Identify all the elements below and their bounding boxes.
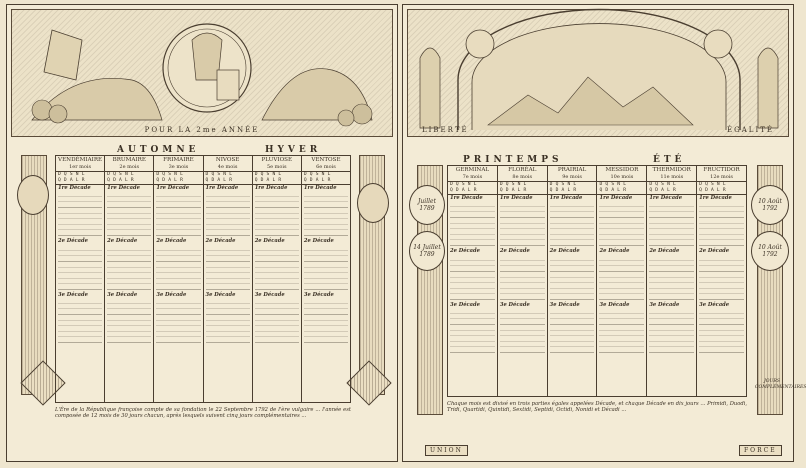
- portrait-medallion-right: [357, 183, 389, 223]
- month-header: NIVOSE 4e mois: [204, 156, 252, 172]
- month-header: VENTOSE 6e mois: [302, 156, 350, 172]
- right-page: [402, 4, 806, 462]
- season-spring: PRINTEMPS: [463, 155, 563, 165]
- decades: 1re Décade 2e Décade 3e Décade: [697, 195, 746, 396]
- weekday-columns: D Q S N L Q D A L R: [105, 172, 153, 185]
- decades: 1re Décade 2e Décade 3e Décade: [56, 185, 104, 402]
- month-header: FRIMAIRE 3e mois: [154, 156, 202, 172]
- month-header: FRUCTIDOR 12e mois: [697, 166, 746, 182]
- weekday-columns: D Q S N L Q D A L R: [448, 182, 497, 195]
- month-column: [647, 166, 697, 396]
- month-column: [302, 156, 350, 402]
- weekday-columns: D Q S N L Q D A L R: [154, 172, 202, 185]
- decades: 1re Décade 2e Décade 3e Décade: [647, 195, 696, 396]
- month-column: [56, 156, 105, 402]
- month-column: [498, 166, 548, 396]
- date-oval-august-1: 10 Août 1792: [751, 185, 789, 225]
- month-column: [105, 156, 154, 402]
- month-header: GERMINAL 7e mois: [448, 166, 497, 182]
- month-header: MESSIDOR 10e mois: [597, 166, 646, 182]
- decades: 1re Décade 2e Décade 3e Décade: [204, 185, 252, 402]
- decades: 1re Décade 2e Décade 3e Décade: [253, 185, 301, 402]
- date-oval-august-2: 10 Août 1792: [751, 231, 789, 271]
- plate-force: FORCE: [739, 445, 782, 456]
- decades: 1re Décade 2e Décade 3e Décade: [548, 195, 597, 396]
- month-column: [154, 156, 203, 402]
- left-page: [6, 4, 398, 462]
- weekday-columns: D Q S N L Q D A L R: [647, 182, 696, 195]
- complementary-days: JOURS COMPLÉMENTAIRES: [755, 379, 806, 390]
- weekday-columns: D Q S N L Q D A L R: [56, 172, 104, 185]
- calendar-grid-right: [447, 165, 747, 397]
- weekday-columns: D Q S N L Q D A L R: [697, 182, 746, 195]
- season-winter: HYVER: [265, 145, 322, 155]
- decades: 1re Décade 2e Décade 3e Décade: [105, 185, 153, 402]
- month-header: BRUMAIRE 2e mois: [105, 156, 153, 172]
- month-header: PLUVIOSE 5e mois: [253, 156, 301, 172]
- month-header: THERMIDOR 11e mois: [647, 166, 696, 182]
- decades: 1re Décade 2e Décade 3e Décade: [154, 185, 202, 402]
- decades: 1re Décade 2e Décade 3e Décade: [448, 195, 497, 396]
- statue-tags: [408, 126, 788, 134]
- month-column: [697, 166, 746, 396]
- month-column: [597, 166, 647, 396]
- era-note: L'Ère de la République françoise compte de sa fondation le 22 Septembre 1792 de l'ère vulgaire ... l'année est composée de 12 mois de 30 jours chacun, après lesquels suivent cinq jours complémentaires ...: [55, 407, 351, 420]
- weekday-columns: D Q S N L Q D A L R: [253, 172, 301, 185]
- weekday-columns: D Q S N L Q D A L R: [302, 172, 350, 185]
- season-autumn: AUTOMNE: [117, 145, 200, 155]
- tag-liberte: LIBERTÉ: [422, 126, 469, 134]
- decade-note: Chaque mois est divisé en trois parties égales appelées Décade, et chaque Décade en dix jours ... Primidi, Duodi, Tridi, Quartidi, Quintidi, Sextidi, Septidi, Octidi, Nonidi et Décadi ...: [447, 401, 747, 414]
- decades: 1re Décade 2e Décade 3e Décade: [597, 195, 646, 396]
- month-column: [548, 166, 598, 396]
- date-oval-july-2: 14 Juillet 1789: [409, 231, 445, 271]
- weekday-columns: D Q S N L Q D A L R: [548, 182, 597, 195]
- decades: 1re Décade 2e Décade 3e Décade: [498, 195, 547, 396]
- weekday-columns: D Q S N L Q D A L R: [204, 172, 252, 185]
- portrait-medallion-left: [17, 175, 49, 215]
- calendar-grid-left: [55, 155, 351, 403]
- month-header: PRAIRIAL 9e mois: [548, 166, 597, 182]
- plate-union: UNION: [425, 445, 468, 456]
- arch-engraving-right: [407, 9, 789, 137]
- month-column: [448, 166, 498, 396]
- month-header: FLORÉAL 8e mois: [498, 166, 547, 182]
- tag-egalite: ÉGALITÉ: [727, 126, 774, 134]
- month-column: [204, 156, 253, 402]
- month-header: VENDÉMIAIRE 1er mois: [56, 156, 104, 172]
- decades: 1re Décade 2e Décade 3e Décade: [302, 185, 350, 402]
- season-summer: ÉTÉ: [653, 155, 686, 165]
- month-column: [253, 156, 302, 402]
- weekday-columns: D Q S N L Q D A L R: [498, 182, 547, 195]
- date-oval-july-1: Juillet 1789: [409, 185, 445, 225]
- year-caption: POUR LA 2me ANNÉE: [144, 126, 260, 134]
- weekday-columns: D Q S N L Q D A L R: [597, 182, 646, 195]
- allegory-engraving-left: [11, 9, 393, 137]
